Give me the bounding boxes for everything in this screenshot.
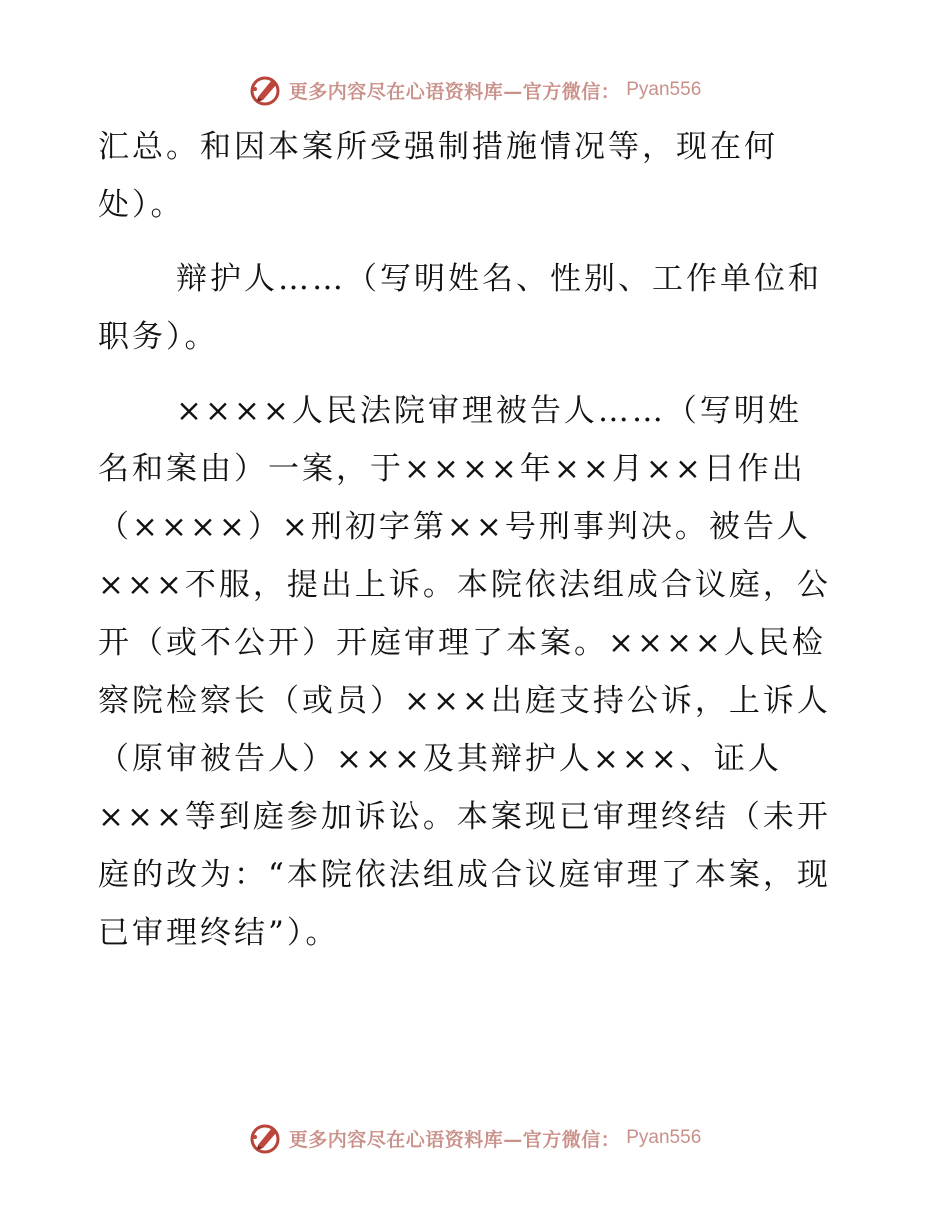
text-line: 职务）。 [98, 319, 219, 355]
watermark-wechat-id: Pyan556 [626, 1127, 702, 1148]
pen-logo-icon [249, 1121, 283, 1155]
paragraph-defender [98, 250, 850, 366]
text-line: 开（或不公开）开庭审理了本案。××××人民检 [98, 625, 826, 661]
watermark-text: 更多内容尽在心语资料库—官方微信： [288, 80, 621, 103]
paragraph-custody [98, 118, 850, 234]
text-line: 已审理终结”）。 [98, 915, 340, 951]
text-line: （原审被告人）×××及其辩护人×××、证人 [98, 741, 782, 777]
text-line: 名和案由）一案，于××××年××月××日作出 [98, 451, 806, 487]
text-line: ×××等到庭参加诉讼。本案现已审理终结（未开 [98, 799, 831, 835]
pen-logo-icon [249, 73, 283, 107]
text-line: ×××不服，提出上诉。本院依法组成合议庭，公 [98, 567, 831, 603]
text-line: 汇总。和因本案所受强制措施情况等，现在何 [98, 129, 778, 165]
text-line: 庭的改为：“本院依法组成合议庭审理了本案，现 [98, 857, 831, 893]
document-body [98, 118, 850, 962]
text-line: ××××人民法院审理被告人……（写明姓 [176, 393, 802, 429]
text-line: （××××）×刑初字第××号刑事判决。被告人 [98, 509, 811, 545]
paragraph-trial [98, 382, 850, 962]
footer-watermark [0, 1118, 950, 1158]
text-line: 处）。 [98, 187, 185, 223]
watermark-text: 更多内容尽在心语资料库—官方微信： [288, 1128, 621, 1151]
text-line: 察院检察长（或员）×××出庭支持公诉，上诉人 [98, 683, 831, 719]
text-line: 辩护人……（写明姓名、性别、工作单位和 [176, 261, 822, 297]
header-watermark [0, 70, 950, 110]
watermark-wechat-id: Pyan556 [626, 79, 702, 100]
